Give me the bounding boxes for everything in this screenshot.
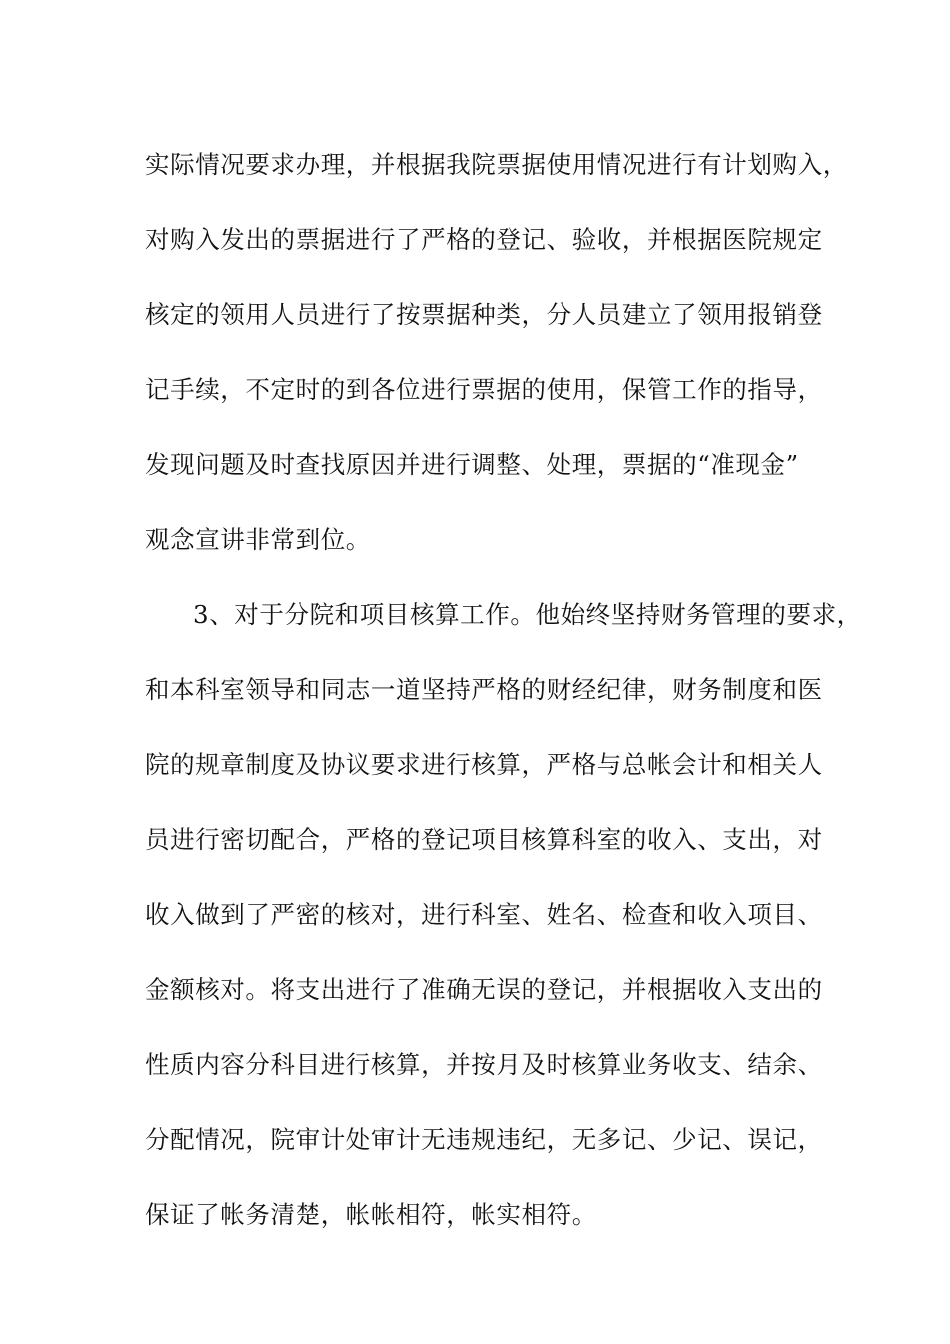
text-line: 和本科室领导和同志一道坚持严格的财经纪律，财务制度和医 (145, 675, 823, 704)
document-body (145, 127, 862, 1252)
paragraph-ticket-management (145, 127, 848, 577)
text-line: 性质内容分科目进行核算，并按月及时核算业务收支、结余、 (145, 1050, 823, 1079)
text-line: 员进行密切配合，严格的登记项目核算科室的收入、支出，对 (145, 825, 823, 854)
text-line: 观念宣讲非常到位。 (145, 525, 371, 554)
text-line: 3、对于分院和项目核算工作。他始终坚持财务管理的要求， (193, 600, 862, 629)
text-line: 记手续，不定时的到各位进行票据的使用，保管工作的指导， (145, 375, 823, 404)
text-line: 实际情况要求办理，并根据我院票据使用情况进行有计划购入， (145, 150, 848, 179)
text-line: 分配情况，院审计处审计无违规违纪，无多记、少记、误记， (145, 1125, 823, 1154)
text-line: 保证了帐务清楚，帐帐相符，帐实相符。 (145, 1200, 597, 1229)
text-line: 核定的领用人员进行了按票据种类，分人员建立了领用报销登 (145, 300, 823, 329)
text-line: 发现问题及时查找原因并进行调整、处理，票据的“准现金” (145, 450, 799, 479)
text-line: 收入做到了严密的核对，进行科室、姓名、检查和收入项目、 (145, 900, 823, 929)
paragraph-branch-accounting (145, 577, 862, 1252)
text-line: 对购入发出的票据进行了严格的登记、验收，并根据医院规定 (145, 225, 823, 254)
text-line: 金额核对。将支出进行了准确无误的登记，并根据收入支出的 (145, 975, 823, 1004)
text-line: 院的规章制度及协议要求进行核算，严格与总帐会计和相关人 (145, 750, 823, 779)
